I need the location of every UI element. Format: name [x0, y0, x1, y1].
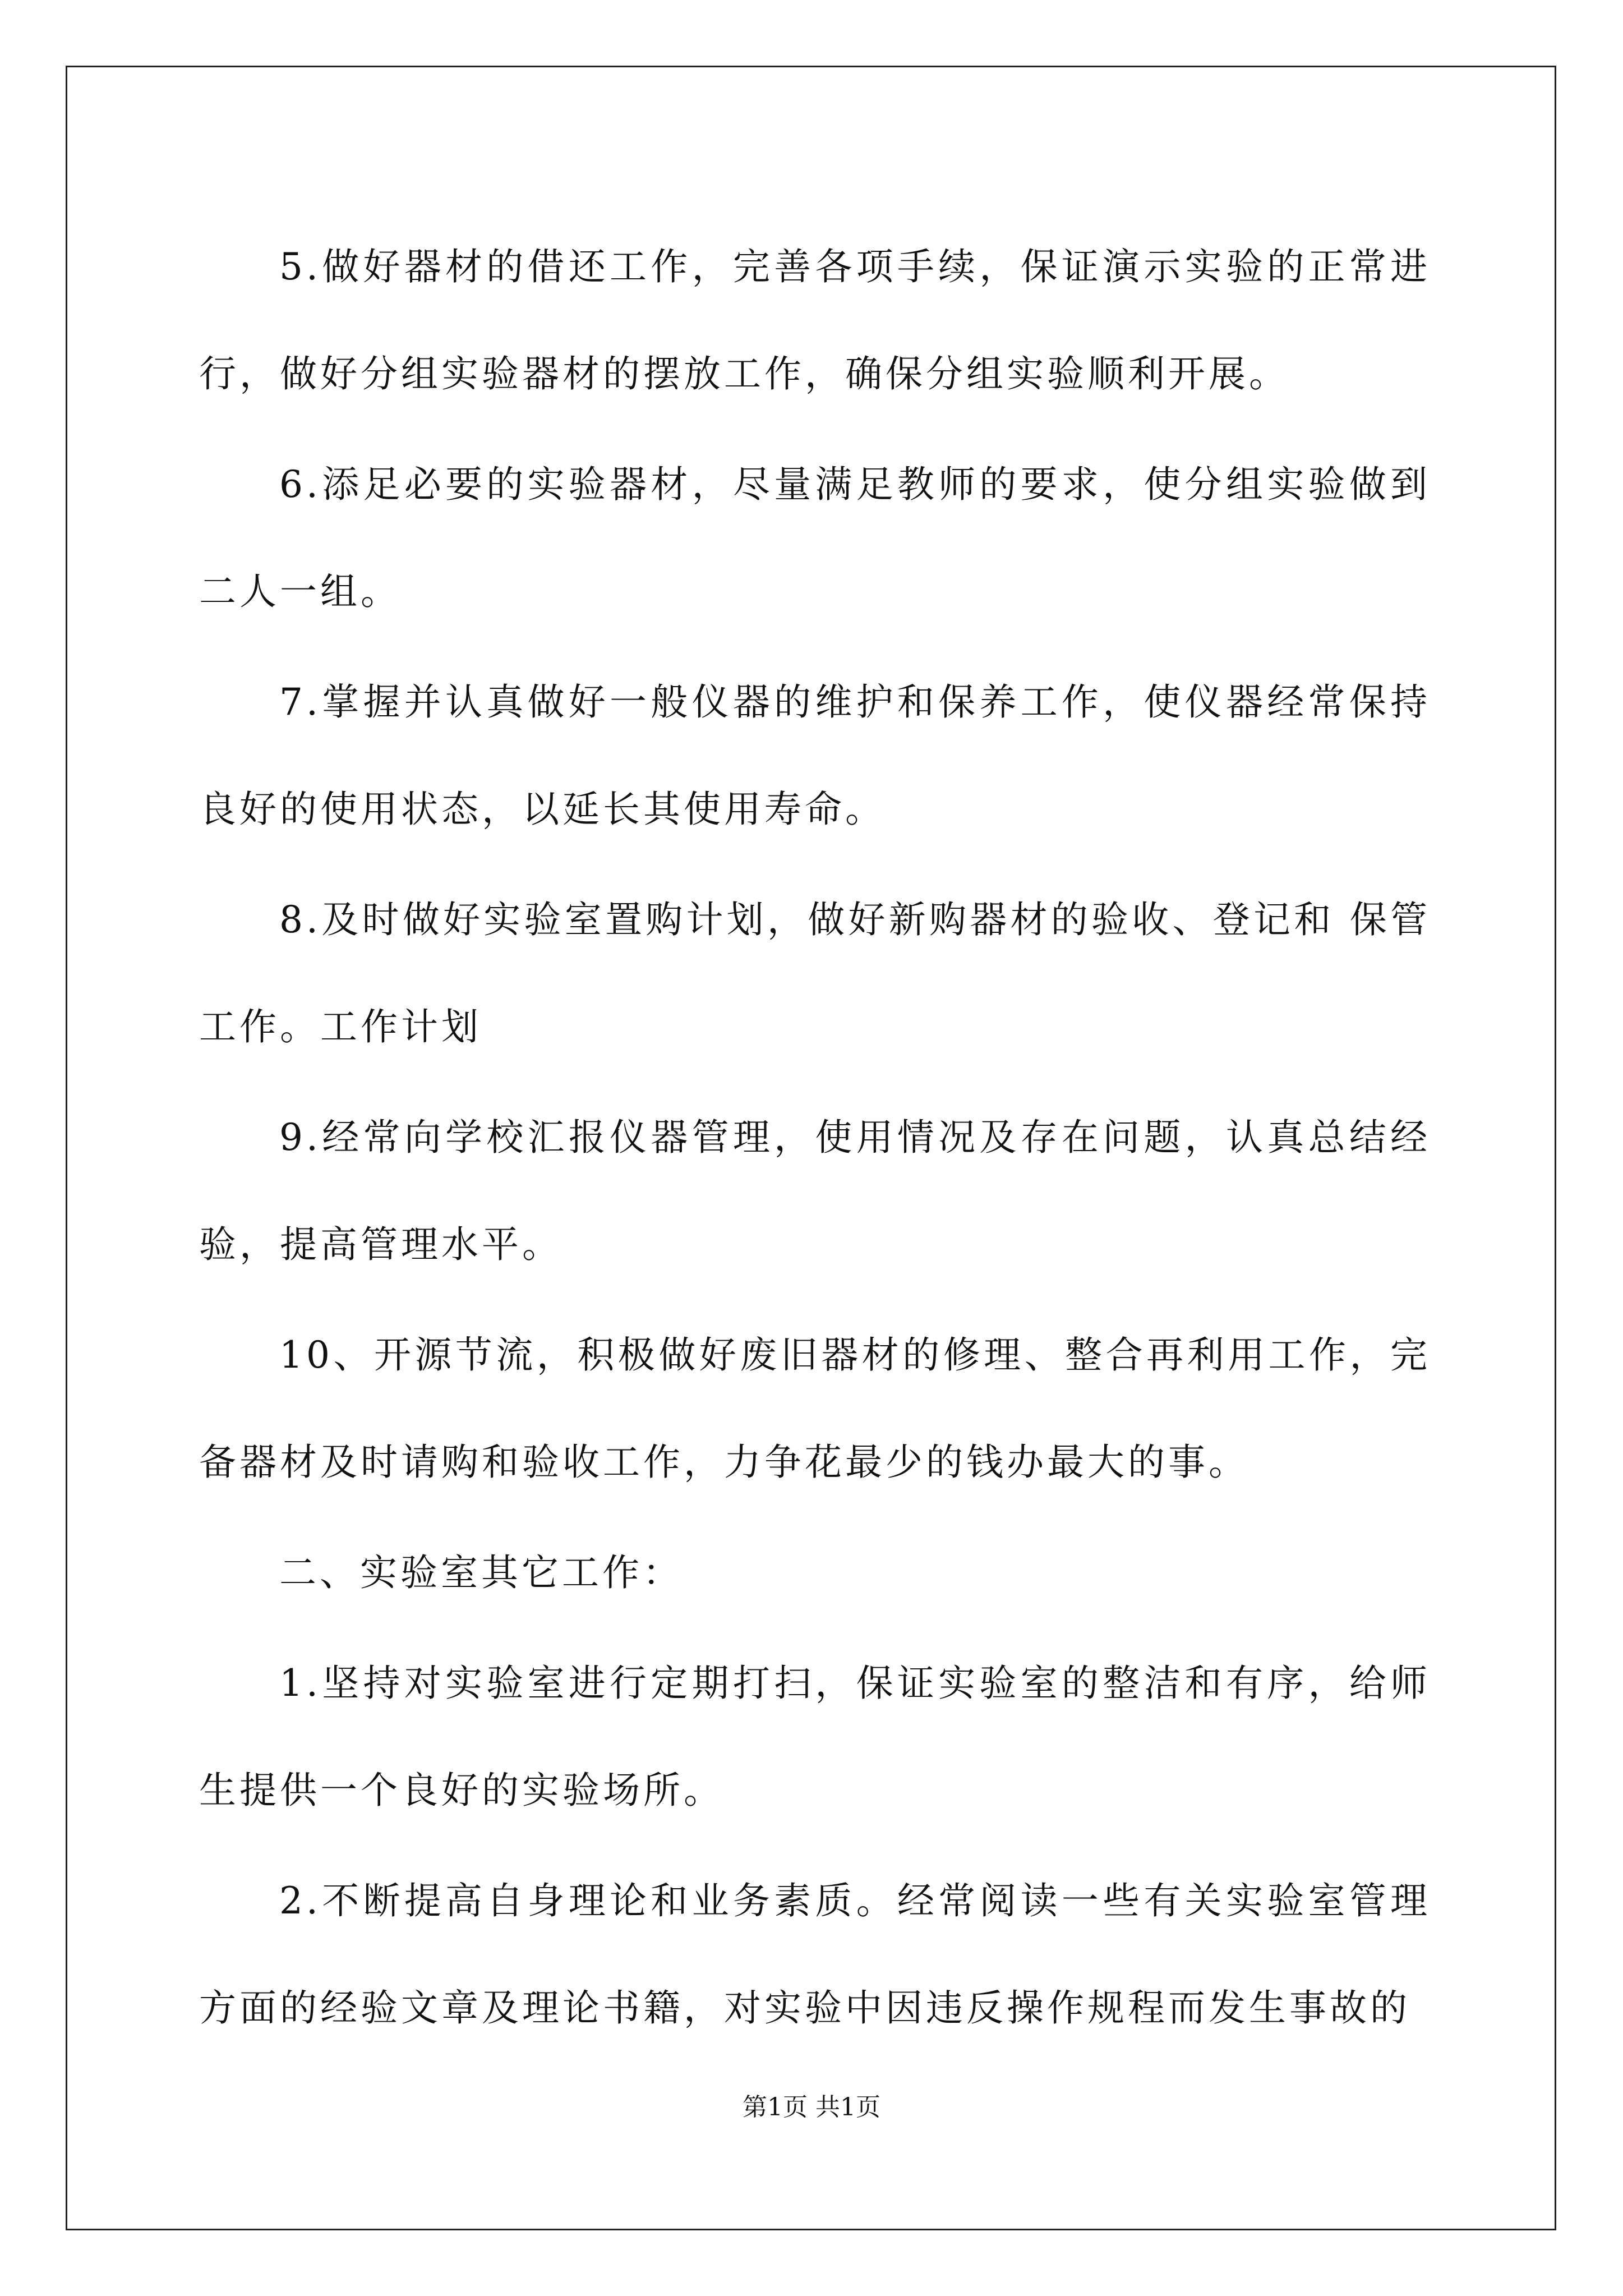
paragraph-other-1: 1.坚持对实验室进行定期打扫，保证实验室的整洁和有序，给师生提供一个良好的实验场所。 [199, 1662, 1431, 1812]
paragraph-item-10: 10、开源节流，积极做好废旧器材的修理、整合再利用工作，完备器材及时请购和验收工作，力争花最少的钱办最大的事。 [199, 1333, 1431, 1484]
paragraph-item-5: 5.做好器材的借还工作，完善各项手续，保证演示实验的正常进行，做好分组实验器材的摆放工作，确保分组实验顺利开展。 [199, 245, 1431, 395]
document-body [199, 213, 1431, 2065]
paragraph-item-9: 9.经常向学校汇报仪器管理，使用情况及存在问题，认真总结经验，提高管理水平。 [199, 1116, 1431, 1266]
paragraph-other-2: 2.不断提高自身理论和业务素质。经常阅读一些有关实验室管理方面的经验文章及理论书籍，对实验中因违反操作规程而发生事故的 [199, 1879, 1431, 2030]
page-footer: 第1页 共1页 [743, 2093, 880, 2122]
paragraph-item-6: 6.添足必要的实验器材，尽量满足教师的要求，使分组实验做到二人一组。 [199, 463, 1431, 613]
section-heading-other-work: 二、实验室其它工作： [279, 1551, 683, 1594]
paragraph-item-8: 8.及时做好实验室置购计划，做好新购器材的验收、登记和 保管工作。工作计划 [199, 898, 1431, 1048]
paragraph-item-7: 7.掌握并认真做好一般仪器的维护和保养工作，使仪器经常保持良好的使用状态，以延长其使用寿命。 [199, 680, 1431, 831]
